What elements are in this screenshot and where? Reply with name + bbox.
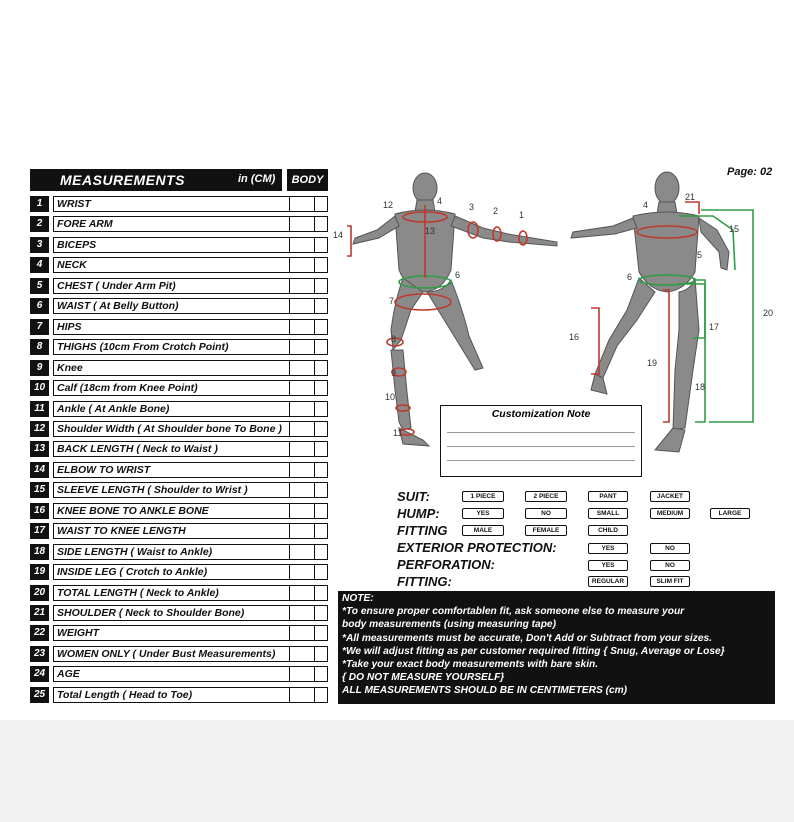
exterior-yes-option[interactable]: YES (588, 543, 628, 554)
measurement-number: 22 (30, 625, 49, 641)
measurement-row (30, 544, 328, 560)
fitting-type-label: FITTING: (397, 574, 452, 589)
unit-label: in (CM) (238, 173, 276, 185)
note-line-1: *To ensure proper comfortablen fit, ask someone else to measure your (342, 606, 685, 618)
note-line (447, 460, 635, 461)
measurement-row (30, 380, 328, 396)
page-number: Page: 02 (727, 166, 773, 178)
perforation-label: PERFORATION: (397, 557, 495, 572)
measurement-row (30, 196, 328, 212)
measurement-row (30, 605, 328, 621)
back-label-10: 10 (385, 392, 396, 402)
body-value-input[interactable] (289, 687, 328, 703)
measurement-row (30, 625, 328, 641)
measurement-row (30, 319, 328, 335)
perforation-no-option[interactable]: NO (650, 560, 690, 571)
measurement-label: BICEPS (53, 237, 315, 253)
measurement-number: 16 (30, 503, 49, 519)
measurement-number: 1 (30, 196, 49, 212)
measurement-number: 19 (30, 564, 49, 580)
measurements-header (30, 169, 282, 191)
fitting-male-option[interactable]: MALE (462, 525, 504, 536)
measurement-number: 20 (30, 585, 49, 601)
body-value-input[interactable] (289, 441, 328, 457)
measurement-number: 18 (30, 544, 49, 560)
measurement-label: FORE ARM (53, 216, 315, 232)
measurement-label: Knee (53, 360, 315, 376)
body-value-input[interactable] (289, 585, 328, 601)
measurement-label: WEIGHT (53, 625, 315, 641)
front-label-15: 15 (729, 224, 740, 234)
measurement-row (30, 666, 328, 682)
measurement-row (30, 441, 328, 457)
measurement-label: Shoulder Width ( At Shoulder bone To Bone ) (53, 421, 315, 437)
measurement-row (30, 237, 328, 253)
back-label-2: 2 (493, 206, 499, 216)
instructions-note (338, 591, 775, 704)
body-value-input[interactable] (289, 544, 328, 560)
measurement-label: Total Length ( Head to Toe) (53, 687, 315, 703)
measurement-number: 10 (30, 380, 49, 396)
measurement-number: 2 (30, 216, 49, 232)
front-label-21: 21 (685, 192, 696, 202)
measurement-number: 15 (30, 482, 49, 498)
measurement-label: AGE (53, 666, 315, 682)
measurement-label: WAIST ( At Belly Button) (53, 298, 315, 314)
measurement-label: HIPS (53, 319, 315, 335)
body-column-header: BODY (287, 169, 328, 191)
body-value-input[interactable] (289, 278, 328, 294)
front-label-4: 4 (643, 200, 649, 210)
measurement-number: 11 (30, 401, 49, 417)
measurement-row (30, 298, 328, 314)
body-value-input[interactable] (289, 237, 328, 253)
hump-yes-option[interactable]: YES (462, 508, 504, 519)
hump-medium-option[interactable]: MEDIUM (650, 508, 690, 519)
hump-small-option[interactable]: SMALL (588, 508, 628, 519)
measurement-label: Ankle ( At Ankle Bone) (53, 401, 315, 417)
measurement-number: 8 (30, 339, 49, 355)
note-line-2: body measurements (using measuring tape) (342, 619, 556, 631)
front-label-16: 16 (569, 332, 580, 342)
measurement-number: 21 (30, 605, 49, 621)
hump-no-option[interactable]: NO (525, 508, 567, 519)
measurement-row (30, 401, 328, 417)
note-line-5: *Take your exact body measurements with bare skin. (342, 659, 599, 671)
customization-note-title: Customization Note (491, 408, 591, 420)
measurement-label: WAIST TO KNEE LENGTH (53, 523, 315, 539)
suit-pant-option[interactable]: PANT (588, 491, 628, 502)
measurement-row (30, 339, 328, 355)
back-label-1: 1 (519, 210, 525, 220)
hump-large-option[interactable]: LARGE (710, 508, 750, 519)
suit-jacket-option[interactable]: JACKET (650, 491, 690, 502)
measurement-label: WRIST (53, 196, 315, 212)
body-value-input[interactable] (289, 503, 328, 519)
measurement-number: 7 (30, 319, 49, 335)
measurement-number: 4 (30, 257, 49, 273)
back-label-4: 4 (437, 196, 443, 206)
measurement-label: SHOULDER ( Neck to Shoulder Bone) (53, 605, 315, 621)
measurement-row (30, 585, 328, 601)
exterior-no-option[interactable]: NO (650, 543, 690, 554)
body-value-input[interactable] (289, 339, 328, 355)
front-label-5: 5 (697, 250, 703, 260)
measurement-number: 13 (30, 441, 49, 457)
measurement-number: 17 (30, 523, 49, 539)
measurement-label: NECK (53, 257, 315, 273)
body-value-input[interactable] (289, 625, 328, 641)
body-value-input[interactable] (289, 216, 328, 232)
back-label-7: 7 (389, 296, 395, 306)
measurement-number: 23 (30, 646, 49, 662)
back-label-9: 9 (391, 368, 397, 378)
fitting-slim-fit-option[interactable]: SLIM FIT (650, 576, 690, 587)
body-value-input[interactable] (289, 380, 328, 396)
measurement-label: SIDE LENGTH ( Waist to Ankle) (53, 544, 315, 560)
measurement-row (30, 462, 328, 478)
body-value-input[interactable] (289, 482, 328, 498)
measurement-number: 25 (30, 687, 49, 703)
body-value-input[interactable] (289, 196, 328, 212)
body-value-input[interactable] (289, 523, 328, 539)
body-value-input[interactable] (289, 421, 328, 437)
measurement-row (30, 523, 328, 539)
measurements-title: MEASUREMENTS (60, 172, 186, 188)
suit-label: SUIT: (397, 489, 430, 504)
customization-note-box[interactable] (440, 405, 642, 477)
measurement-row (30, 687, 328, 703)
note-line-3: *All measurements must be accurate, Don't Add or Subtract from your sizes. (342, 632, 713, 644)
measurement-label: CHEST ( Under Arm Pit) (53, 278, 315, 294)
measurement-label: BACK LENGTH ( Neck to Waist ) (53, 441, 315, 457)
measurement-row (30, 564, 328, 580)
body-value-input[interactable] (289, 401, 328, 417)
body-value-input[interactable] (289, 462, 328, 478)
front-label-18: 18 (695, 382, 706, 392)
back-label-12: 12 (383, 200, 394, 210)
body-value-input[interactable] (289, 646, 328, 662)
front-label-19: 19 (647, 358, 658, 368)
back-label-6: 6 (455, 270, 461, 280)
back-label-13: 13 (425, 226, 436, 236)
front-label-20: 20 (763, 308, 774, 318)
measurement-label: SLEEVE LENGTH ( Shoulder to Wrist ) (53, 482, 315, 498)
measurement-row (30, 278, 328, 294)
note-line (447, 446, 635, 447)
measurement-number: 14 (30, 462, 49, 478)
fitting-female-option[interactable]: FEMALE (525, 525, 567, 536)
note-line-6: { DO NOT MEASURE YOURSELF} (342, 672, 505, 684)
suit-1-piece-option[interactable]: 1 PIECE (462, 491, 504, 502)
fitting-child-option[interactable]: CHILD (588, 525, 628, 536)
note-heading: NOTE: (342, 593, 374, 604)
measurement-number: 9 (30, 360, 49, 376)
note-line (447, 432, 635, 433)
body-value-input[interactable] (289, 319, 328, 335)
measurement-row (30, 646, 328, 662)
front-label-17: 17 (709, 322, 720, 332)
measurement-row (30, 503, 328, 519)
back-label-3: 3 (469, 202, 475, 212)
back-label-11: 11 (393, 428, 403, 438)
perforation-yes-option[interactable]: YES (588, 560, 628, 571)
note-line-7: ALL MEASUREMENTS SHOULD BE IN CENTIMETERS (cm) (342, 685, 628, 697)
body-value-input[interactable] (289, 257, 328, 273)
measurement-number: 5 (30, 278, 49, 294)
measurement-row (30, 421, 328, 437)
body-value-input[interactable] (289, 666, 328, 682)
measurement-label: KNEE BONE TO ANKLE BONE (53, 503, 315, 519)
body-value-input[interactable] (289, 360, 328, 376)
measurement-label: ELBOW TO WRIST (53, 462, 315, 478)
measurement-label: THIGHS (10cm From Crotch Point) (53, 339, 315, 355)
measurement-label: INSIDE LEG ( Crotch to Ankle) (53, 564, 315, 580)
measurement-label: TOTAL LENGTH ( Neck to Ankle) (53, 585, 315, 601)
body-value-input[interactable] (289, 298, 328, 314)
suit-2-piece-option[interactable]: 2 PIECE (525, 491, 567, 502)
fitting-regular-option[interactable]: REGULAR (588, 576, 628, 587)
front-label-6: 6 (627, 272, 633, 282)
measurement-row (30, 482, 328, 498)
back-label-14: 14 (333, 230, 344, 240)
measurement-number: 3 (30, 237, 49, 253)
measurement-row (30, 257, 328, 273)
measurement-number: 6 (30, 298, 49, 314)
measurement-label: Calf (18cm from Knee Point) (53, 380, 315, 396)
measurement-label: WOMEN ONLY ( Under Bust Measurements) (53, 646, 315, 662)
measurement-row (30, 360, 328, 376)
note-line-4: *We will adjust fitting as per customer required fitting { Snug, Average or Lose} (342, 645, 725, 657)
hump-label: HUMP: (397, 506, 440, 521)
back-label-8: 8 (391, 334, 397, 344)
exterior-protection-label: EXTERIOR PROTECTION: (397, 540, 557, 555)
body-value-input[interactable] (289, 605, 328, 621)
measurement-row (30, 216, 328, 232)
fitting-label: FITTING (397, 523, 448, 538)
body-value-input[interactable] (289, 564, 328, 580)
bottom-margin (0, 720, 794, 822)
measurement-number: 12 (30, 421, 49, 437)
measurement-number: 24 (30, 666, 49, 682)
